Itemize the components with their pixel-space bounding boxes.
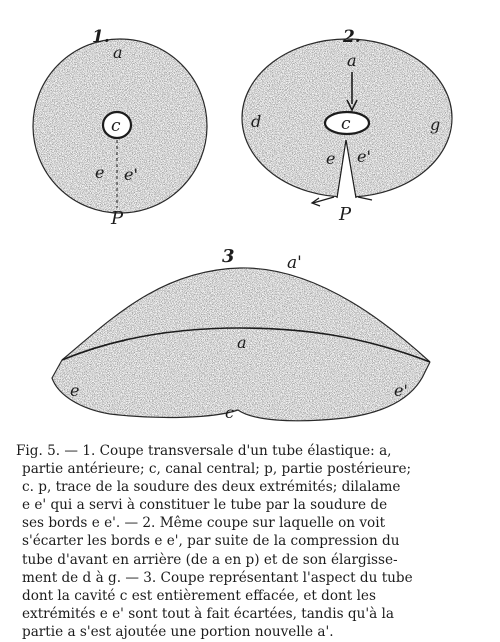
figure-1-number: 1. bbox=[92, 27, 110, 47]
fig1-label-a: a bbox=[113, 43, 123, 62]
fig2-label-c: c bbox=[341, 114, 351, 134]
fig3-label-a-prime: a' bbox=[287, 253, 302, 273]
fig2-label-g: g bbox=[430, 115, 441, 134]
fig3-label-e-prime: e' bbox=[394, 381, 408, 400]
fig2-label-e: e bbox=[326, 149, 336, 168]
caption-line: Fig. 5. — 1. Coupe transversale d'un tube élastique: a, bbox=[16, 443, 392, 459]
fig2-label-e-prime: e' bbox=[357, 147, 371, 166]
fig2-label-a: a bbox=[347, 51, 357, 70]
fig2-label-p: P bbox=[339, 204, 352, 225]
figure-2-number: 2. bbox=[343, 27, 361, 47]
caption-line: extrémités e e' sont tout à fait écartées, tandis qu'à la bbox=[22, 605, 394, 622]
caption-line: ses bords e e'. — 2. Même coupe sur laquelle on voit bbox=[22, 515, 386, 532]
caption-line: partie a s'est ajoutée une portion nouvelle a'. bbox=[22, 623, 334, 640]
caption-line: e e' qui a servi à constituer le tube par la soudure de bbox=[22, 497, 388, 514]
figure-3-number: 3 bbox=[222, 246, 235, 267]
caption-line: c. p, trace de la soudure des deux extrémités; dilalame bbox=[22, 479, 401, 496]
caption-line: dont la cavité c est entièrement effacée, et dont les bbox=[22, 587, 376, 604]
fig1-label-p: P bbox=[111, 208, 124, 229]
fig2-label-d: d bbox=[251, 112, 262, 131]
caption-line: partie antérieure; c, canal central; p, partie postérieure; bbox=[22, 461, 412, 478]
fig1-label-e: e bbox=[95, 163, 105, 182]
caption-line: ment de d à g. — 3. Coupe représentant l'aspect du tube bbox=[22, 569, 413, 586]
fig1-label-c: c bbox=[111, 116, 121, 136]
fig3-label-e: e bbox=[70, 381, 80, 400]
caption-line: s'écarter les bords e e', par suite de la compression du bbox=[22, 533, 400, 550]
caption-line: tube d'avant en arrière (de a en p) et de son élargisse- bbox=[22, 551, 398, 568]
fig3-label-c: c bbox=[225, 403, 234, 422]
fig3-label-a: a bbox=[237, 333, 247, 352]
fig1-label-e-prime: e' bbox=[124, 165, 138, 184]
figure-caption bbox=[16, 442, 488, 641]
